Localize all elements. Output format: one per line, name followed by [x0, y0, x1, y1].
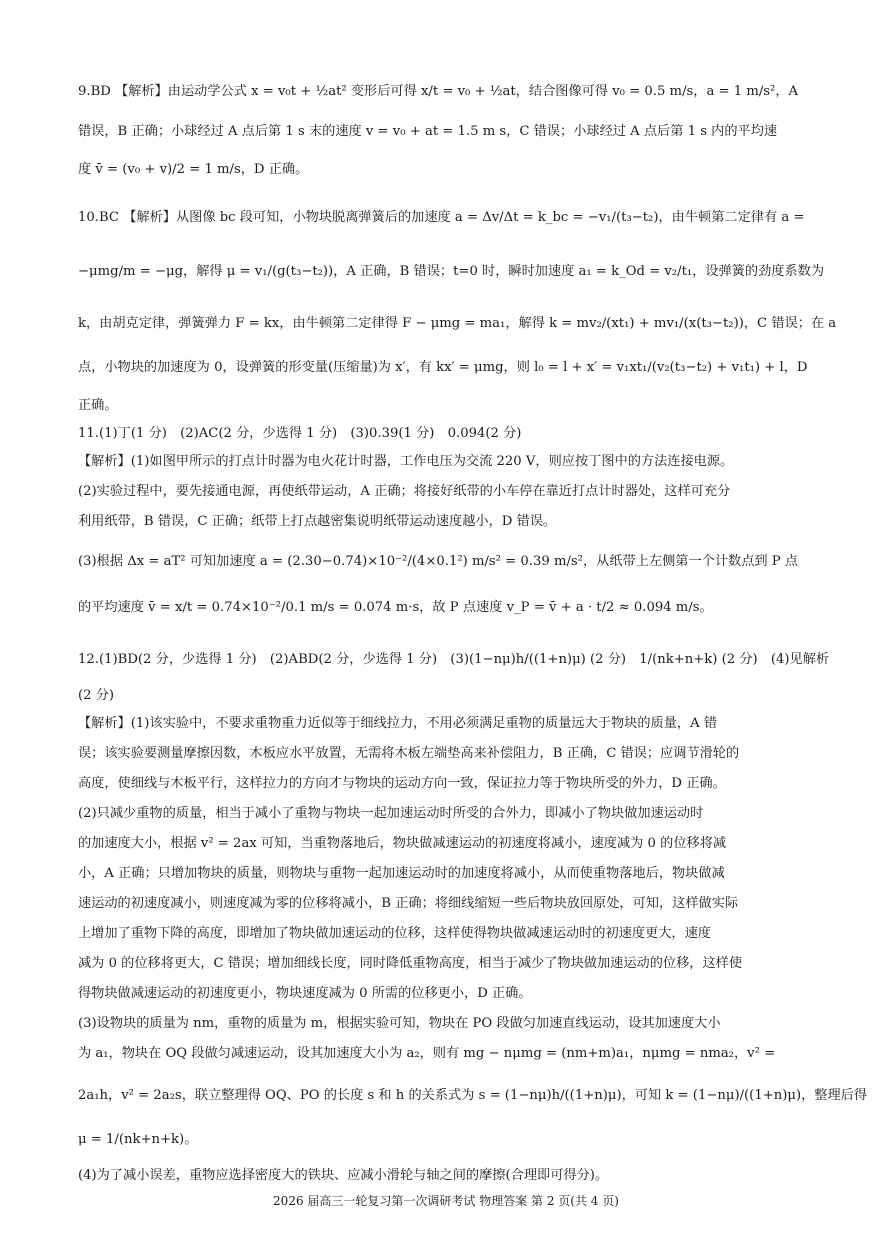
q12-p3-c: 2a₁h，v² = 2a₂s，联立整理得 OQ、PO 的长度 s 和 h 的关系式为 s = (1−nμ)h/((1+n)μ)，可知 k = (1−nμ)/((1+n)μ)，整理后得 — [78, 1088, 868, 1103]
q11-line-4: 利用纸带，B 错误，C 正确；纸带上打点越密集说明纸带运动速度越小，D 错误。 — [78, 514, 557, 529]
q9-line-1: 9.BD 【解析】由运动学公式 x = v₀t + ½at² 变形后可得 x/t = v₀ + ½at，结合图像可得 v₀ = 0.5 m/s，a = 1 m/s²，A — [78, 84, 799, 99]
q12-p1-c: 高度，使细线与木板平行，这样拉力的方向才与物块的运动方向一致，保证拉力等于物块所受的外力，D 正确。 — [78, 776, 726, 791]
q12-p2-b: 的加速度大小，根据 v² = 2ax 可知，当重物落地后，物块做减速运动的初速度将减小，速度减为 0 的位移将减 — [78, 836, 727, 851]
q12-p3-a: (3)设物块的质量为 nm，重物的质量为 m，根据实验可知，物块在 PO 段做匀加速直线运动，设其加速度大小 — [78, 1016, 721, 1031]
q10-line-4: 点，小物块的加速度为 0，设弹簧的形变量(压缩量)为 x′，有 kx′ = μmg，则 l₀ = l + x′ = v₁xt₁/(v₂(t₃−t₂) + v₁t₁) + l，D — [78, 360, 808, 375]
q12-p2-g: 得物块做减速运动的初速度更小，物块速度减为 0 所需的位移更小，D 正确。 — [78, 986, 532, 1001]
page-footer: 2026 届高三一轮复习第一次调研考试 物理答案 第 2 页(共 4 页) — [273, 1194, 619, 1208]
q12-p2-e: 上增加了重物下降的高度，即增加了物块做加速运动的位移，这样使得物块做减速运动时的初速度更大，速度 — [78, 926, 711, 941]
q10-line-3: k，由胡克定律，弹簧弹力 F = kx，由牛顿第二定律得 F − μmg = ma₁，解得 k = mv₂/(xt₁) + mv₁/(x(t₃−t₂))，C 错误；在 a — [78, 316, 837, 331]
q11-line-5: (3)根据 Δx = aT² 可知加速度 a = (2.30−0.74)×10⁻²/(4×0.1²) m/s² = 0.39 m/s²，从纸带上左侧第一个计数点到 P 点 — [78, 554, 799, 569]
q12-line-1: 12.(1)BD(2 分，少选得 1 分) (2)ABD(2 分，少选得 1 分) (3)(1−nμ)h/((1+n)μ) (2 分) 1/(nk+n+k) (2 分) (4)见解析 — [78, 652, 830, 667]
q12-p2-c: 小，A 正确；只增加物块的质量，则物块与重物一起加速运动时的加速度将减小，从而使重物落地后，物块做减 — [78, 866, 725, 881]
q10-line-2: −μmg/m = −μg，解得 μ = v₁/(g(t₃−t₂))，A 正确，B 错误；t=0 时，瞬时加速度 a₁ = k_Od = v₂/t₁，设弹簧的劲度系数为 — [78, 264, 825, 279]
q12-p2-f: 减为 0 的位移将更大，C 错误；增加细线长度，同时降低重物高度，相当于减少了物块做加速运动的位移，这样使 — [78, 956, 743, 971]
q9-line-3: 度 v̄ = (v₀ + v)/2 = 1 m/s，D 正确。 — [78, 162, 309, 177]
q11-line-6: 的平均速度 v̄ = x/t = 0.74×10⁻²/0.1 m/s = 0.074 m·s，故 P 点速度 v_P = v̄ + a · t/2 ≈ 0.094 m/s。 — [78, 600, 713, 615]
q11-line-3: (2)实验过程中，要先接通电源，再使纸带运动，A 正确；将接好纸带的小车停在靠近打点计时器处，这样可充分 — [78, 484, 731, 499]
q12-p2-a: (2)只减少重物的质量，相当于减小了重物与物块一起加速运动时所受的合外力，即减小了物块做加速运动时 — [78, 806, 704, 821]
q12-p2-d: 速运动的初速度减小，则速度减为零的位移将减小，B 正确；将细线缩短一些后物块放回原处，可知，这样做实际 — [78, 896, 739, 911]
q10-line-5: 正确。 — [78, 398, 118, 413]
q12-p3-d: μ = 1/(nk+n+k)。 — [78, 1132, 198, 1147]
q12-p4: (4)为了减小误差，重物应选择密度大的铁块、应减小滑轮与轴之间的摩擦(合理即可得分)。 — [78, 1168, 609, 1183]
q12-p1-b: 误；该实验要测量摩擦因数，木板应水平放置，无需将木板左端垫高来补偿阻力，B 正确，C 错误；应调节滑轮的 — [78, 746, 740, 761]
q12-line-2: (2 分) — [78, 688, 115, 703]
q11-line-2: 【解析】(1)如图甲所示的打点计时器为电火花计时器，工作电压为交流 220 V，则应按丁图中的方法连接电源。 — [78, 454, 734, 469]
q10-line-1: 10.BC 【解析】从图像 bc 段可知，小物块脱离弹簧后的加速度 a = Δv/Δt = k_bc = −v₁/(t₃−t₂)，由牛顿第二定律有 a = — [78, 210, 805, 225]
q11-line-1: 11.(1)丁(1 分) (2)AC(2 分，少选得 1 分) (3)0.39(1 分) 0.094(2 分) — [78, 426, 522, 441]
q12-p3-b: 为 a₁，物块在 OQ 段做匀减速运动，设其加速度大小为 a₂，则有 mg − nμmg = (nm+m)a₁，nμmg = nma₂，v² = — [78, 1046, 776, 1061]
q12-p1-a: 【解析】(1)该实验中，不要求重物重力近似等于细线拉力，不用必须满足重物的质量远大于物块的质量，A 错 — [78, 716, 718, 731]
q9-line-2: 错误，B 正确；小球经过 A 点后第 1 s 末的速度 v = v₀ + at = 1.5 m s，C 错误；小球经过 A 点后第 1 s 内的平均速 — [78, 124, 778, 139]
